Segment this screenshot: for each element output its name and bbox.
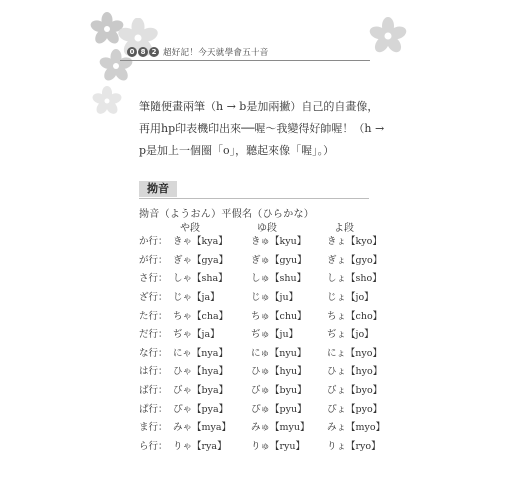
table-row bbox=[139, 324, 397, 343]
table-cell: ぴゃ【pya】 bbox=[173, 403, 229, 415]
table-cell: しゃ【sha】 bbox=[173, 273, 228, 285]
section-rule bbox=[139, 198, 369, 199]
table-cell: りゃ【rya】 bbox=[173, 440, 227, 452]
table-row bbox=[139, 380, 397, 399]
table-cell: にゃ【nya】 bbox=[173, 347, 228, 359]
table-row bbox=[139, 343, 397, 362]
table-cell: りゅ【ryu】 bbox=[251, 440, 306, 452]
table-cell: ぢゃ【ja】 bbox=[173, 329, 220, 341]
page-number-digit: 8 bbox=[138, 47, 148, 57]
table-cell: ぎょ【gyo】 bbox=[327, 254, 383, 266]
page-number-digit: 0 bbox=[127, 47, 137, 57]
table-row bbox=[139, 361, 397, 380]
table-cell: ぢゅ【ju】 bbox=[251, 329, 299, 341]
table-cell: にょ【nyo】 bbox=[327, 347, 383, 359]
sakura-flower-icon bbox=[92, 86, 122, 116]
column-header-yu: ゆ段 bbox=[257, 223, 277, 234]
table-cell: りょ【ryo】 bbox=[327, 440, 381, 452]
row-label: か行： bbox=[139, 236, 168, 248]
table-cell: きゅ【kyu】 bbox=[251, 236, 307, 248]
column-header-ya: や段 bbox=[180, 223, 200, 234]
table-cell: みょ【myo】 bbox=[327, 422, 386, 434]
row-label: ら行： bbox=[139, 440, 168, 452]
table-cell: きょ【kyo】 bbox=[327, 236, 382, 248]
youon-table bbox=[139, 231, 397, 454]
column-header-yo: よ段 bbox=[334, 223, 354, 234]
table-cell: びゃ【bya】 bbox=[173, 385, 229, 397]
row-label: さ行： bbox=[139, 273, 168, 285]
table-cell: ちゅ【chu】 bbox=[251, 310, 307, 322]
page-number bbox=[127, 47, 159, 57]
row-label: ぱ行： bbox=[139, 403, 168, 415]
table-row bbox=[139, 398, 397, 417]
table-cell: じょ【jo】 bbox=[327, 292, 374, 304]
section-heading-box bbox=[139, 181, 177, 197]
table-row bbox=[139, 268, 397, 287]
row-label: ま行： bbox=[139, 422, 168, 434]
table-cell: ぎゅ【gyu】 bbox=[251, 254, 307, 266]
table-row bbox=[139, 287, 397, 306]
table-cell: みゃ【mya】 bbox=[173, 422, 232, 434]
table-cell: みゅ【myu】 bbox=[251, 422, 310, 434]
page-number-digit: 2 bbox=[149, 47, 159, 57]
row-label: た行： bbox=[139, 310, 168, 322]
row-label: ば行： bbox=[139, 385, 168, 397]
body-paragraph: 筆隨便畫兩筆（h → b是加兩撇）自己的自畫像，再用hp印表機印出來──喔～我變得好帥喔！（h → p是加上一個圈「o」，聽起來像「喔」。） bbox=[139, 100, 385, 157]
table-row bbox=[139, 436, 397, 455]
table-cell: にゅ【nyu】 bbox=[251, 347, 307, 359]
table-cell: ちょ【cho】 bbox=[327, 310, 383, 322]
table-cell: ぢょ【jo】 bbox=[327, 329, 374, 341]
table-cell: ひょ【hyo】 bbox=[327, 366, 383, 378]
row-label: が行： bbox=[139, 254, 168, 266]
section-title: 拗音 bbox=[147, 182, 169, 195]
table-cell: しゅ【shu】 bbox=[251, 273, 307, 285]
table-cell: ぴゅ【pyu】 bbox=[251, 403, 307, 415]
header-rule bbox=[120, 60, 370, 61]
table-cell: びゅ【byu】 bbox=[251, 385, 307, 397]
table-cell: きゃ【kya】 bbox=[173, 236, 228, 248]
table-cell: ちゃ【cha】 bbox=[173, 310, 229, 322]
row-label: だ行： bbox=[139, 329, 168, 341]
sakura-flower-icon bbox=[369, 17, 407, 55]
row-label: ざ行： bbox=[139, 292, 168, 304]
row-label: な行： bbox=[139, 347, 168, 359]
table-cell: じゃ【ja】 bbox=[173, 292, 220, 304]
section-subtitle: 拗音（ようおん）平假名（ひらかな） bbox=[139, 209, 315, 220]
table-cell: しょ【sho】 bbox=[327, 273, 382, 285]
table-cell: ひゃ【hya】 bbox=[173, 366, 229, 378]
table-cell: ぴょ【pyo】 bbox=[327, 403, 383, 415]
table-cell: ひゅ【hyu】 bbox=[251, 366, 307, 378]
table-row bbox=[139, 305, 397, 324]
table-cell: びょ【byo】 bbox=[327, 385, 383, 397]
running-header bbox=[127, 46, 269, 58]
table-row bbox=[139, 231, 397, 250]
table-cell: ぎゃ【gya】 bbox=[173, 254, 229, 266]
row-label: は行： bbox=[139, 366, 168, 378]
table-cell: じゅ【ju】 bbox=[251, 292, 299, 304]
table-row bbox=[139, 417, 397, 436]
running-title: 超好記！今天就學會五十音 bbox=[163, 48, 269, 58]
table-row bbox=[139, 250, 397, 269]
